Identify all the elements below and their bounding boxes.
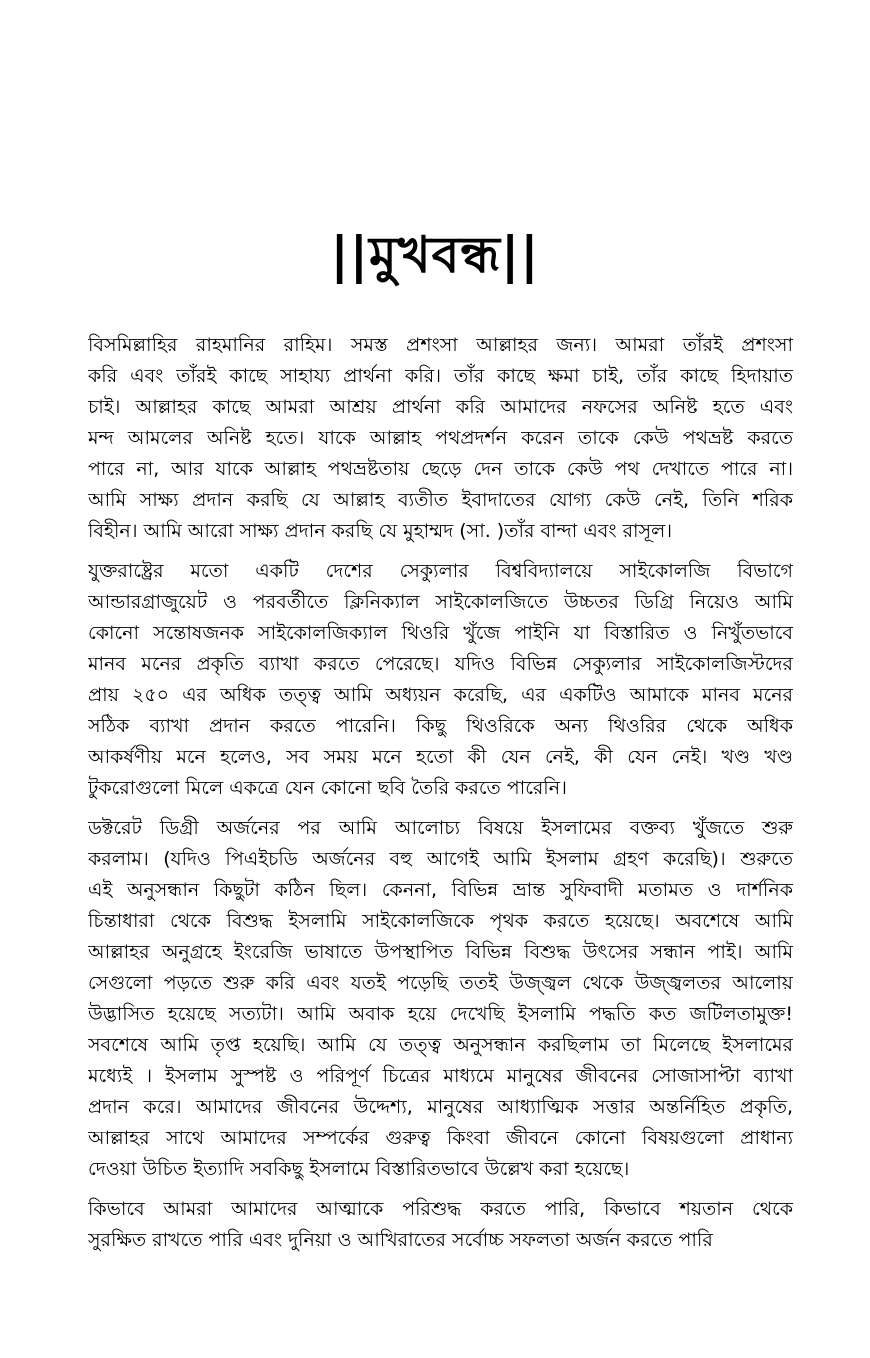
paragraph-line: আমি সাক্ষ্য প্রদান করছি যে আল্লাহ ব্যতীত ইবাদাতের যোগ্য কেউ নেই, তিনি শরিক (88, 489, 793, 511)
paragraph-line: চাই। আল্লাহর কাছে আমরা আশ্রয় প্রার্থনা করি আমাদের নফসের অনিষ্ট হতে এবং (88, 396, 793, 418)
paragraph-line: আকর্ষণীয় মনে হলেও, সব সময় মনে হতো কী যেন নেই, কী যেন নেই। খণ্ড খণ্ড (88, 746, 793, 768)
paragraph-line: আল্লাহর সাথে আমাদের সম্পর্কের গুরুত্ব কিংবা জীবনে কোনো বিষয়গুলো প্রাধান্য (88, 1127, 793, 1149)
paragraph-line: এই অনুসন্ধান কিছুটা কঠিন ছিল। কেননা, বিভিন্ন ভ্রান্ত সুফিবাদী মতামত ও দার্শনিক (88, 879, 793, 901)
paragraph-line: মধ্যেই । ইসলাম সুস্পষ্ট ও পরিপূর্ণ চিত্রের মাধ্যমে মানুষের জীবনের সোজাসাপ্টা ব্যাখা (88, 1065, 793, 1087)
paragraph-3 (88, 813, 793, 1185)
paragraph-line: মন্দ আমলের অনিষ্ট হতে। যাকে আল্লাহ পথপ্রদর্শন করেন তাকে কেউ পথভ্রষ্ট করতে (88, 427, 793, 449)
paragraph-1 (88, 330, 793, 547)
paragraph-line: সেগুলো পড়তে শুরু করি এবং যতই পড়েছি ততই উজ্জ্বল থেকে উজ্জ্বলতর আলোয় (88, 972, 793, 994)
paragraph-line: দেওয়া উচিত ইত্যাদি সবকিছু ইসলামে বিস্তারিতভাবে উল্লেখ করা হয়েছে। (88, 1158, 630, 1180)
paragraph-line: আল্লাহর অনুগ্রহে ইংরেজি ভাষাতে উপস্থাপিত বিভিন্ন বিশুদ্ধ উৎসের সন্ধান পাই। আমি (88, 941, 793, 963)
paragraph-line: কিভাবে আমরা আমাদের আত্মাকে পরিশুদ্ধ করতে পারি, কিভাবে শয়তান থেকে (88, 1198, 793, 1220)
paragraph-line: ডক্টরেট ডিগ্রী অর্জনের পর আমি আলোচ্য বিষয়ে ইসলামের বক্তব্য খুঁজতে শুরু (88, 817, 793, 839)
paragraph-line: সঠিক ব্যাখা প্রদান করতে পারেনি। কিছু থিওরিকে অন্য থিওরির থেকে অধিক (88, 715, 793, 737)
paragraph-line: টুকরোগুলো মিলে একত্রে যেন কোনো ছবি তৈরি করতে পারেনি। (88, 777, 567, 799)
paragraph-line: যুক্তরাষ্ট্রের মতো একটি দেশের সেক্যুলার বিশ্ববিদ্যালয়ে সাইকোলজি বিভাগে (88, 560, 793, 582)
paragraph-2 (88, 556, 793, 804)
paragraph-line: আন্ডারগ্রাজুয়েট ও পরবর্তীতে ক্লিনিক্যাল সাইকোলজিতে উচ্চতর ডিগ্রি নিয়েও আমি (88, 591, 793, 613)
page-title: ||মুখবন্ধ|| (330, 226, 540, 284)
body-text (88, 330, 793, 1256)
paragraph-line: বিহীন। আমি আরো সাক্ষ্য প্রদান করছি যে মুহাম্মদ (সা. )তাঁর বান্দা এবং রাসূল। (88, 520, 673, 542)
paragraph-line: চিন্তাধারা থেকে বিশুদ্ধ ইসলামি সাইকোলজিকে পৃথক করতে হয়েছে। অবশেষে আমি (88, 910, 793, 932)
paragraph-line: প্রায় ২৫০ এর অধিক তত্ত্ব আমি অধ্যয়ন করেছি, এর একটিও আমাকে মানব মনের (88, 684, 793, 706)
paragraph-line: বিসমিল্লাহির রাহমানির রাহিম। সমস্ত প্রশংসা আল্লাহর জন্য। আমরা তাঁরই প্রশংসা (88, 334, 793, 356)
paragraph-line: পারে না, আর যাকে আল্লাহ পথভ্রষ্টতায় ছেড়ে দেন তাকে কেউ পথ দেখাতে পারে না। (88, 458, 793, 480)
paragraph-line: সবশেষে আমি তৃপ্ত হয়েছি। আমি যে তত্ত্ব অনুসন্ধান করছিলাম তা মিলেছে ইসলামের (88, 1034, 793, 1056)
paragraph-line: উদ্ভাসিত হয়েছে সত্যটা। আমি অবাক হয়ে দেখেছি ইসলামি পদ্ধতি কত জটিলতামুক্ত! (88, 1003, 793, 1025)
paragraph-line: করি এবং তাঁরই কাছে সাহায্য প্রার্থনা করি। তাঁর কাছে ক্ষমা চাই, তাঁর কাছে হিদায়াত (88, 365, 793, 387)
paragraph-line: মানব মনের প্রকৃতি ব্যাখা করতে পেরেছে। যদিও বিভিন্ন সেক্যুলার সাইকোলজিস্টদের (88, 653, 793, 675)
paragraph-line: কোনো সন্তোষজনক সাইকোলজিক্যাল থিওরি খুঁজে পাইনি যা বিস্তারিত ও নিখুঁতভাবে (88, 622, 793, 644)
paragraph-4 (88, 1194, 793, 1256)
paragraph-line: প্রদান করে। আমাদের জীবনের উদ্দেশ্য, মানুষের আধ্যাত্মিক সত্তার অন্তর্নিহিত প্রকৃতি, (88, 1096, 793, 1118)
paragraph-line: সুরক্ষিত রাখতে পারি এবং দুনিয়া ও আখিরাতের সর্বোচ্চ সফলতা অর্জন করতে পারি (88, 1229, 713, 1251)
paragraph-line: করলাম। (যদিও পিএইচডি অর্জনের বহু আগেই আমি ইসলাম গ্রহণ করেছি)। শুরুতে (88, 848, 793, 870)
